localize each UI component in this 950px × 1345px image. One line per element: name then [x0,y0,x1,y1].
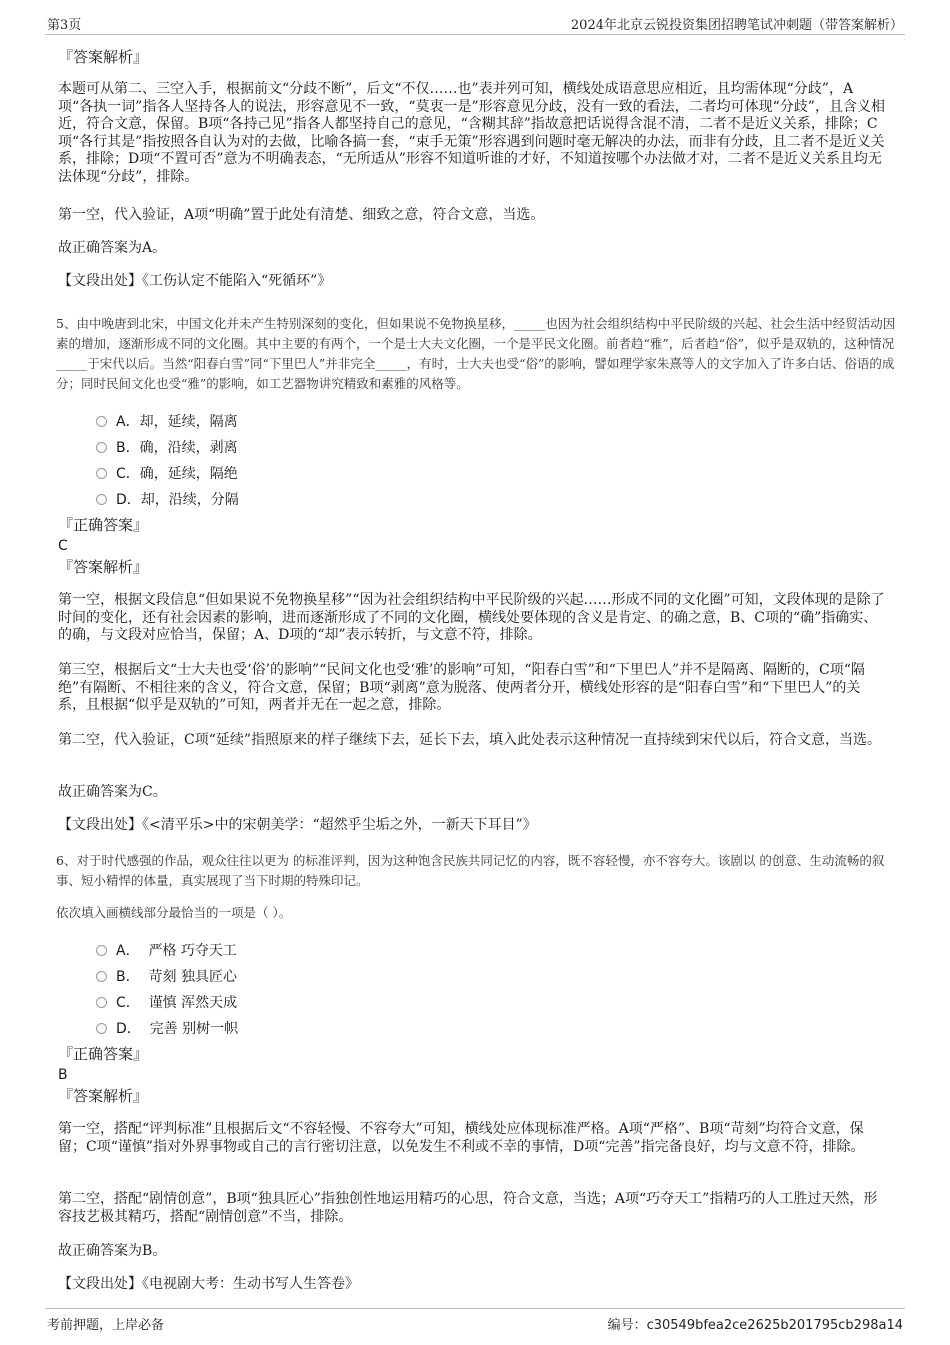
q4-analysis-heading: 『答案解析』 [58,48,149,66]
q6-analysis-p1: 第一空，搭配“评判标准”且根据后文“不容轻慢、不容夸大”可知，横线处应体现标准严格。A项“严格”、B项“苛刻”均符合文意，保留；C项“谨慎”指对外界事物或自己的言行密切注意，以免发生不利或不幸的事情，D项“完善”指完备良好，均与文意不符，排除。 [58,1121,865,1155]
document-id-label: 编号： [607,1318,647,1333]
radio-icon[interactable] [96,494,107,505]
radio-icon[interactable] [96,442,107,453]
radio-icon[interactable] [96,997,107,1008]
q5-analysis-p3: 第二空，代入验证，C项“延续”指照原来的样子继续下去，延长下去，填入此处表示这种情况一直持续到宋代以后，符合文意，当选。 [58,732,882,748]
q5-analysis-p4: 故正确答案为C。 [58,784,167,800]
q6-option-a[interactable]: A． 严格 巧夺天工 [96,942,237,960]
q4-analysis-p3: 故正确答案为A。 [58,240,167,256]
q5-stem: 5、由中晚唐到北宋，中国文化并未产生特别深刻的变化，但如果说不免物换星移，_____也因为社会组织结构中平民阶级的兴起、社会生活中经贸活动因素的增加，逐渐形成不同的文化圈。其中主要的有两个，一个是士大夫文化圈，一个是平民文化圈。前者趋“雅”，后者趋“俗”，似乎是双轨的，这种情况_____于宋代以后。当然“阳春白雪”同“下里巴人”并非完全_____，有时，士大夫也受“俗”的影响，譬如理学家朱熹等人的文字加入了许多白话、俗语的成分；同时民间文化也受“雅”的影响，如工艺器物讲究精致和素雅的风格等。 [56,316,896,391]
q4-analysis-p2: 第一空，代入验证，A项“明确”置于此处有清楚、细致之意，符合文意，当选。 [58,207,545,223]
q5-option-c[interactable]: C．确，延续，隔绝 [96,465,238,483]
q5-analysis-p1: 第一空，根据文段信息“但如果说不免物换星移”“因为社会组织结构中平民阶级的兴起……形成不同的文化圈”可知，文段体现的是除了时间的变化，还有社会因素的影响，进而逐渐形成了不同的文化圈，横线处要体现的含义是肯定、的确之意，B、C项的“确”指确实、的确，与文段对应恰当，保留；A、D项的“却”表示转折，与文意不符，排除。 [58,592,885,643]
radio-icon[interactable] [96,971,107,982]
page-number: 第3页 [47,18,82,33]
q5-option-d[interactable]: D．却，沿续，分隔 [96,491,239,509]
q5-analysis-p2: 第三空，根据后文“士大夫也受‘俗’的影响”“民间文化也受‘雅’的影响”可知，“阳春白雪”和“下里巴人”并不是隔离、隔断的，C项“隔绝”有隔断、不相往来的含义，符合文意，保留；B项“剥离”意为脱落、使两者分开，横线处形容的是“阳春白雪”和“下里巴人”的关系，且根据“似乎是双轨的”可知，两者并无在一起之意，排除。 [58,662,865,713]
document-id [608,1314,903,1333]
radio-icon[interactable] [96,468,107,479]
q6-analysis-p2: 第二空，搭配“剧情创意”，B项“独具匠心”指独创性地运用精巧的心思，符合文意，当选；A项“巧夺天工”指精巧的人工胜过天然，形容技艺极其精巧，搭配“剧情创意”不当，排除。 [58,1191,878,1225]
q4-source: 【文段出处】《工伤认定不能陷入“死循环”》 [58,273,332,289]
q5-option-a[interactable]: A．却，延续，隔离 [96,413,238,431]
q4-analysis-p1: 本题可从第二、三空入手，根据前文“分歧不断”，后文“不仅……也”表并列可知，横线处成语意思应相近，且均需体现“分歧”，A项“各执一词”指各人坚持各人的说法，形容意见不一致，“莫衷一是”形容意见分歧，没有一致的看法，二者均可体现“分歧”，且含义相近，符合文意，保留。B项“各持己见”指各人都坚持自己的意见，“含糊其辞”指故意把话说得含混不清，二者不是近义关系，排除；C项“各行其是”指按照各自认为对的去做，比喻各搞一套，“束手无策”形容遇到问题时毫无解决的办法，而非有分歧，且二者不是近义关系，排除；D项“不置可否”意为不明确表态，“无所适从”形容不知道听谁的才好，不知道按哪个办法做才对，二者不是近义关系且均无法体现“分歧”，排除。 [58,81,885,185]
q6-analysis-heading: 『答案解析』 [58,1087,149,1105]
footer-slogan: 考前押题，上岸必备 [47,1318,165,1333]
q6-stem: 6、对于时代感强的作品，观众往往以更为 的标准评判，因为这种饱含民族共同记忆的内容，既不容轻慢，亦不容夸大。该剧以 的创意、生动流畅的叙事、短小精悍的体量，真实展现了当下时期的特殊印记。 [56,853,885,888]
q5-source: 【文段出处】《<清平乐>中的宋朝美学：“超然乎尘垢之外，一新天下耳目”》 [58,817,537,833]
radio-icon[interactable] [96,945,107,956]
radio-icon[interactable] [96,1023,107,1034]
page-header [45,12,905,35]
q5-correct-answer: C [58,538,68,554]
q6-correct-answer: B [58,1067,68,1083]
q6-option-c[interactable]: C． 谨慎 浑然天成 [96,994,237,1012]
q6-source: 【文段出处】《电视剧大考：生动书写人生答卷》 [58,1276,359,1292]
q5-option-b[interactable]: B．确，沿续，剥离 [96,439,238,457]
q5-analysis-heading: 『答案解析』 [58,558,149,576]
radio-icon[interactable] [96,416,107,427]
q6-option-d[interactable]: D． 完善 别树一帜 [96,1020,238,1038]
page-footer [45,1308,905,1331]
q6-instruction: 依次填入画横线部分最恰当的一项是（ ）。 [56,905,292,920]
q6-option-b[interactable]: B． 苛刻 独具匠心 [96,968,237,986]
document-title: 2024年北京云锐投资集团招聘笔试冲刺题（带答案解析） [570,18,903,33]
q6-correct-heading: 『正确答案』 [58,1045,149,1063]
q5-correct-heading: 『正确答案』 [58,516,149,534]
document-id-code: c30549bfea2ce2625b201795cb298a14 [646,1318,903,1333]
q6-analysis-p3: 故正确答案为B。 [58,1243,167,1259]
